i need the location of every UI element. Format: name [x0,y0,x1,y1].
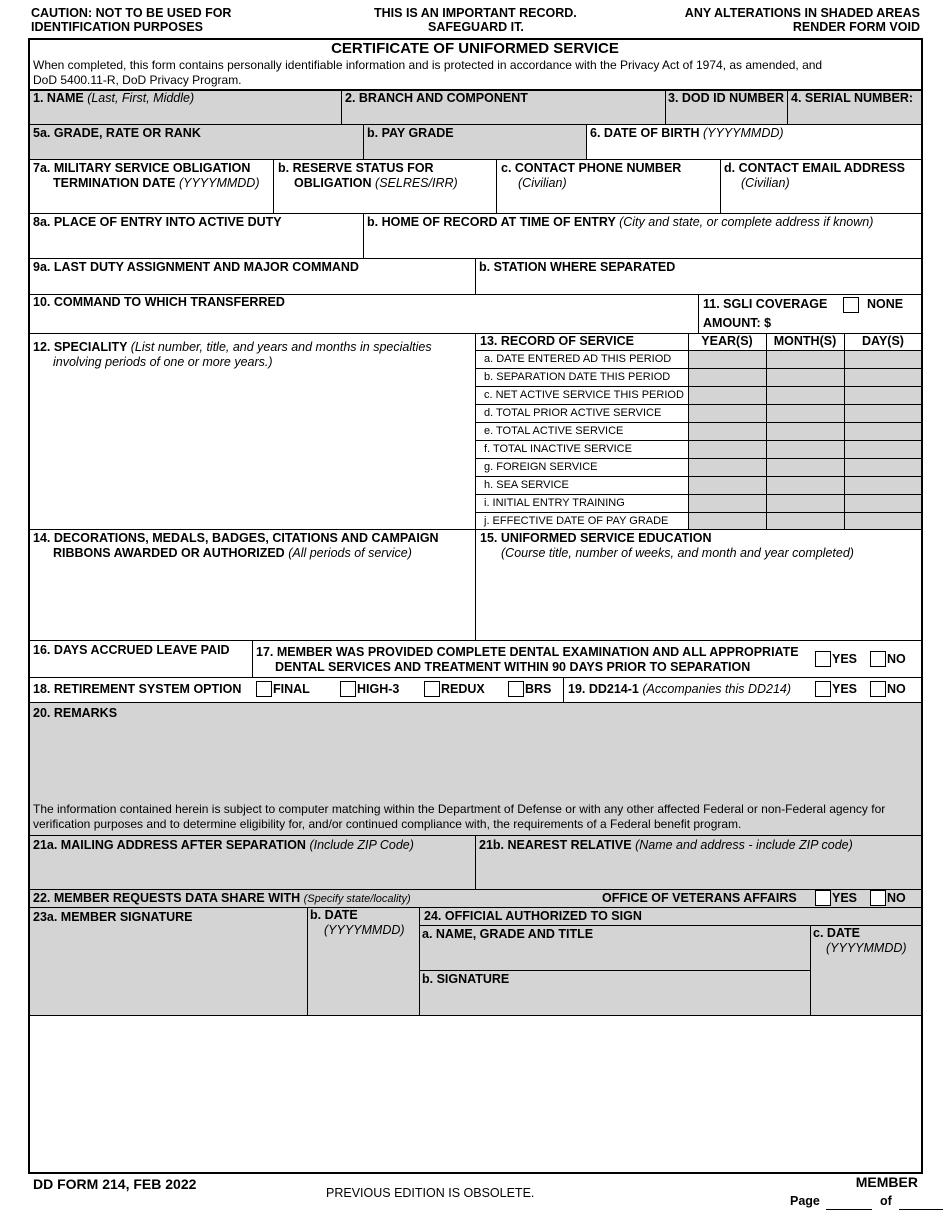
page-total-line [899,1209,943,1210]
redux-checkbox[interactable] [424,681,440,697]
page-number-line [826,1209,872,1210]
official-date-field[interactable]: c. DATE [813,926,860,940]
record-row-a: a. DATE ENTERED AD THIS PERIOD [484,353,672,365]
member-date-field[interactable]: b. DATE [310,908,358,922]
dd214-1-yes-checkbox[interactable] [815,681,831,697]
contact-email-field[interactable]: d. CONTACT EMAIL ADDRESS [724,161,906,175]
mso-label-2: TERMINATION DATE [53,176,176,190]
name-label: 1. NAME [33,91,84,105]
sgli-none-label: NONE [867,297,904,311]
caution-line-2: IDENTIFICATION PURPOSES [31,20,204,34]
record-row-f: f. TOTAL INACTIVE SERVICE [484,443,632,455]
contact-phone-field[interactable]: c. CONTACT PHONE NUMBER [501,161,682,175]
line-h-159 [29,159,922,160]
official-name-field[interactable]: a. NAME, GRADE AND TITLE [422,927,594,941]
line-v-24a-24c [810,925,811,1015]
specialty-hint-1: (List number, title, and years and months in specialties [130,340,432,354]
line-v-10-11 [698,294,699,333]
copy-designation: MEMBER [855,1174,918,1190]
data-share-no-label: NO [887,891,906,905]
date-of-birth-field[interactable] [590,126,784,141]
decorations-label-2: RIBBONS AWARDED OR AUTHORIZED [53,546,285,560]
line-v-23a-23b [307,907,308,1015]
final-checkbox[interactable] [256,681,272,697]
line-v-5a-5b [363,124,364,159]
decorations-hint: (All periods of service) [288,546,412,560]
col-days: DAY(S) [862,334,904,348]
specialty-field[interactable] [33,340,432,355]
line-v-9a-9b [475,258,476,294]
dd214-1-no-label: NO [887,682,906,696]
col-years: YEAR(S) [701,334,753,348]
decorations-label-1: 14. DECORATIONS, MEDALS, BADGES, CITATIONS AND CAMPAIGN [33,531,439,545]
line-v-13-days [844,333,845,529]
data-share-yes-label: YES [832,891,858,905]
final-label: FINAL [273,682,310,696]
line-v-7b-7c [496,159,497,213]
line-h-640 [29,640,922,641]
official-date-hint: (YYYYMMDD) [826,941,907,955]
redux-label: REDUX [441,682,485,696]
high-3-checkbox[interactable] [340,681,356,697]
data-share-yes-checkbox[interactable] [815,890,831,906]
education-hint: (Course title, number of weeks, and month and year completed) [501,546,854,560]
form-title: CERTIFICATE OF UNIFORMED SERVICE [331,40,619,57]
line-h-124 [29,124,922,125]
dental-label-2: DENTAL SERVICES AND TREATMENT WITHIN 90 DAYS PRIOR TO SEPARATION [275,660,751,674]
matching-notice-2: verification purposes and to determine eligibility for, and/or continued compliance with, the requirements of a Federal benefit program. [33,817,742,831]
home-of-record-label: b. HOME OF RECORD AT TIME OF ENTRY [367,215,616,229]
brs-label: BRS [525,682,552,696]
veterans-affairs-label: OFFICE OF VETERANS AFFAIRS [602,891,797,905]
brs-checkbox[interactable] [508,681,524,697]
mailing-address-field[interactable] [33,838,414,853]
record-row-d: d. TOTAL PRIOR ACTIVE SERVICE [484,407,662,419]
command-transferred-field[interactable]: 10. COMMAND TO WHICH TRANSFERRED [33,295,285,309]
dd214-1-label [568,682,791,697]
nearest-relative-label: 21b. NEAREST RELATIVE [479,838,632,852]
record-row-b: b. SEPARATION DATE THIS PERIOD [484,371,671,383]
dental-no-checkbox[interactable] [870,651,886,667]
dd214-1-yes-label: YES [832,682,858,696]
station-separated-field[interactable]: b. STATION WHERE SEPARATED [479,260,676,274]
form-number: DD FORM 214, FEB 2022 [33,1176,197,1192]
place-of-entry-field[interactable]: 8a. PLACE OF ENTRY INTO ACTIVE DUTY [33,215,282,229]
decorations-field[interactable] [53,546,412,561]
record-row-e: e. TOTAL ACTIVE SERVICE [484,425,624,437]
reserve-status-label-2: OBLIGATION [294,176,372,190]
mso-label-1: 7a. MILITARY SERVICE OBLIGATION [33,161,251,175]
dd214-1-hint: (Accompanies this DD214) [642,682,792,696]
line-h-677 [29,677,922,678]
line-v-3-4 [787,89,788,124]
dd214-1-label-text: 19. DD214-1 [568,682,639,696]
record-row-g: g. FOREIGN SERVICE [484,461,598,473]
line-h-970 [420,970,810,971]
sgli-amount-field[interactable]: AMOUNT: $ [703,316,772,330]
reserve-status-hint: (SELRES/IRR) [375,176,458,190]
sgli-none-checkbox[interactable] [843,297,859,313]
branch-field[interactable]: 2. BRANCH AND COMPONENT [345,91,528,105]
line-v-13-months [766,333,767,529]
line-v-5b-6 [586,124,587,159]
education-field[interactable]: 15. UNIFORMED SERVICE EDUCATION [480,531,712,545]
remarks-field[interactable]: 20. REMARKS [33,706,118,720]
specialty-hint-2: involving periods of one or more years.) [53,355,273,369]
page-total-field[interactable] [899,1194,943,1209]
record-line-2: SAFEGUARD IT. [428,20,524,34]
line-v-1-2 [341,89,342,124]
line-h-213 [29,213,922,214]
grade-field[interactable]: 5a. GRADE, RATE OR RANK [33,126,201,140]
record-row-j: j. EFFECTIVE DATE OF PAY GRADE [484,515,669,527]
reserve-status-label-1: b. RESERVE STATUS FOR [278,161,434,175]
last-duty-field[interactable]: 9a. LAST DUTY ASSIGNMENT AND MAJOR COMMAND [33,260,359,274]
serial-number-field[interactable]: 4. SERIAL NUMBER: [791,91,914,105]
alteration-line-1: ANY ALTERATIONS IN SHADED AREAS [684,6,920,20]
line-v-7a-7b [273,159,274,213]
home-of-record-field[interactable] [367,215,873,230]
dental-yes-checkbox[interactable] [815,651,831,667]
caution-line-1: CAUTION: NOT TO BE USED FOR [31,6,232,20]
specialty-label: 12. SPECIALITY [33,340,128,354]
mso-hint: (YYYYMMDD) [178,176,260,190]
record-row-i: i. INITIAL ENTRY TRAINING [484,497,625,509]
contact-email-hint: (Civilian) [741,176,790,190]
matching-notice-1: The information contained herein is subject to computer matching within the Department of Defense or with any other affected Federal or non-Federal agency for [33,802,886,816]
col-months: MONTH(S) [773,334,837,348]
record-line-1: THIS IS AN IMPORTANT RECORD. [374,6,577,20]
official-label: 24. OFFICIAL AUTHORIZED TO SIGN [424,909,642,923]
reserve-status-field[interactable] [294,176,458,191]
line-v-7c-7d [720,159,721,213]
of-label: of [880,1194,892,1208]
contact-phone-hint: (Civilian) [518,176,567,190]
line-v-21a-21b [475,835,476,889]
home-of-record-hint: (City and state, or complete address if known) [619,215,874,229]
nearest-relative-field[interactable] [479,838,853,853]
record-row-c: c. NET ACTIVE SERVICE THIS PERIOD [484,389,684,401]
privacy-line-2: DoD 5400.11-R, DoD Privacy Program. [33,73,242,87]
obsolete-notice: PREVIOUS EDITION IS OBSOLETE. [326,1186,535,1200]
mailing-address-label: 21a. MAILING ADDRESS AFTER SEPARATION [33,838,306,852]
pay-grade-field[interactable]: b. PAY GRADE [367,126,454,140]
data-share-hint: (Specify state/locality) [303,893,411,905]
dod-id-field[interactable]: 3. DOD ID NUMBER [668,91,784,105]
sgli-coverage-label: 11. SGLI COVERAGE [703,297,828,311]
data-share-label-text: 22. MEMBER REQUESTS DATA SHARE WITH [33,891,301,905]
record-row-h: h. SEA SERVICE [484,479,569,491]
leave-paid-field[interactable]: 16. DAYS ACCRUED LEAVE PAID [33,643,230,657]
line-v-8a-8b [363,213,364,258]
alteration-line-2: RENDER FORM VOID [792,20,920,34]
dental-label-1: 17. MEMBER WAS PROVIDED COMPLETE DENTAL EXAMINATION AND ALL APPROPRIATE [256,645,799,659]
line-v-13-years [688,333,689,529]
line-v-16-17 [252,640,253,677]
name-hint: (Last, First, Middle) [87,91,195,105]
high-3-label: HIGH-3 [357,682,400,696]
name-field[interactable] [33,91,194,106]
line-h-1015 [29,1015,922,1016]
page-number-field[interactable] [826,1194,872,1209]
dob-label: 6. DATE OF BIRTH [590,126,700,140]
data-share-label [33,891,411,907]
member-signature-field[interactable]: 23a. MEMBER SIGNATURE [33,910,193,924]
mso-termination-field[interactable] [53,176,260,191]
member-date-hint: (YYYYMMDD) [324,923,405,937]
record-of-service-label: 13. RECORD OF SERVICE [480,334,634,348]
dental-yes-label: YES [832,652,858,666]
line-h-702 [29,702,922,703]
official-signature-field[interactable]: b. SIGNATURE [422,972,510,986]
line-v-23b-24 [419,907,420,1015]
dd214-1-no-checkbox[interactable] [870,681,886,697]
line-v-2-3 [665,89,666,124]
dob-hint: (YYYYMMDD) [702,126,784,140]
line-h-907 [29,907,922,908]
mailing-address-hint: (Include ZIP Code) [309,838,414,852]
dental-no-label: NO [887,652,906,666]
line-h-889 [29,889,922,890]
retirement-option-label: 18. RETIREMENT SYSTEM OPTION [33,682,242,696]
page-label: Page [790,1194,820,1208]
data-share-no-checkbox[interactable] [870,890,886,906]
nearest-relative-hint: (Name and address - include ZIP code) [635,838,853,852]
line-v-18-19 [563,677,564,702]
privacy-line-1: When completed, this form contains personally identifiable information and is protected in accordance with the Privacy Act of 1974, as amended, and [33,58,823,72]
